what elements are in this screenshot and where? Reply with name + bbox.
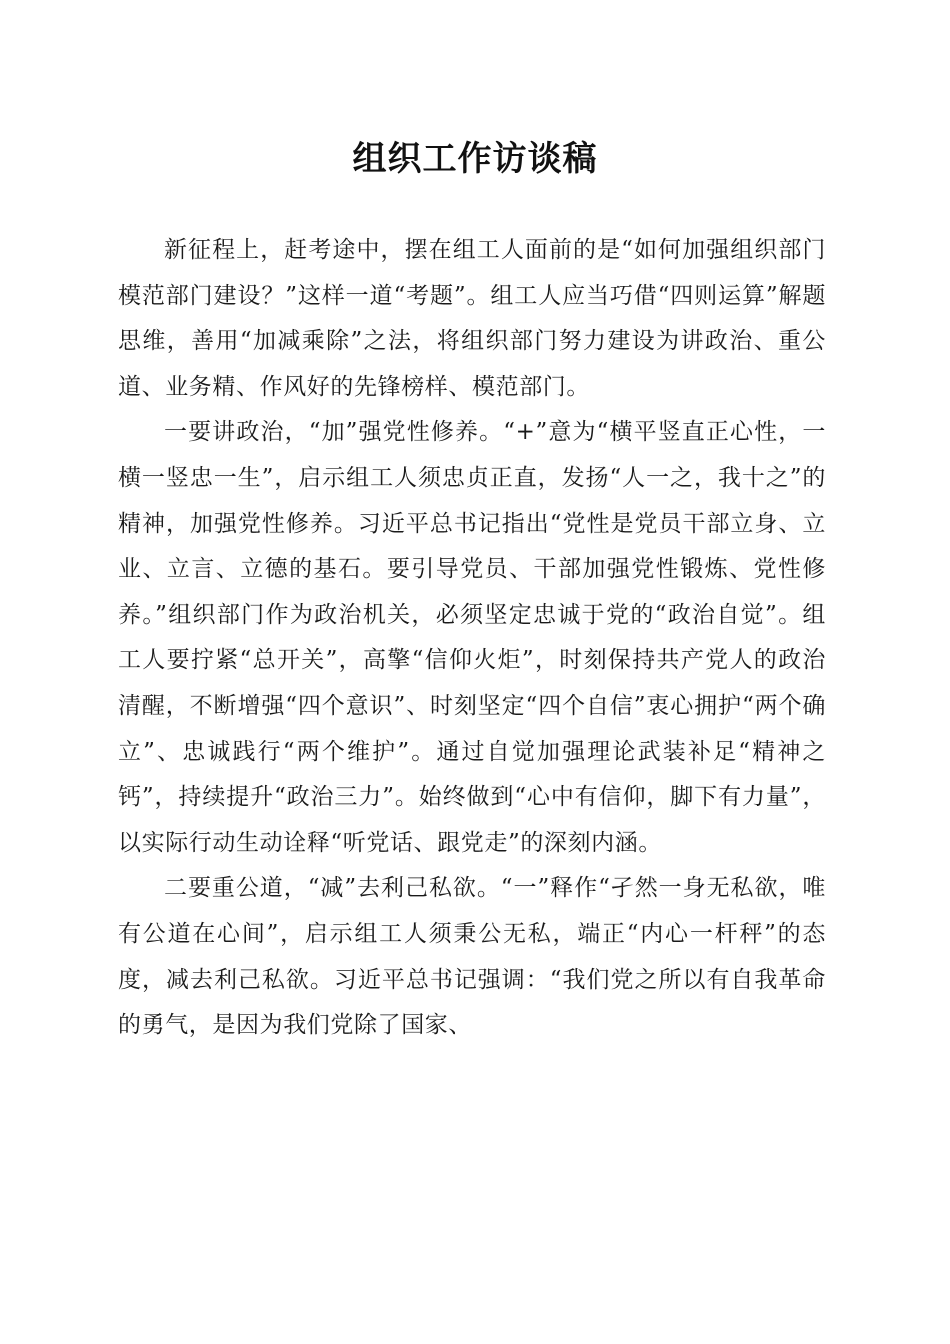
paragraph-intro: 新征程上，赶考途中，摆在组工人面前的是“如何加强组织部门模范部门建设？”这样一道“考题”。组工人应当巧借“四则运算”解题思维，善用“加减乘除”之法，将组织部门努力建设为讲政治、重公道、业务精、作风好的先锋榜样、模范部门。 bbox=[118, 237, 826, 400]
paragraph-fairness: 二要重公道，“减”去利己私欲。“一”释作“孑然一身无私欲，唯有公道在心间”，启示组工人须秉公无私，端正“内心一杆秤”的态度，减去利己私欲。习近平总书记强调：“我们党之所以有自我革命的勇气，是因为我们党除了国家、 bbox=[118, 875, 826, 1039]
document-body bbox=[118, 228, 826, 1049]
document-title: 组织工作访谈稿 bbox=[352, 139, 598, 179]
paragraph-politics: 一要讲政治，“加”强党性修养。“+”意为“横平竖直正心性，一横一竖忠一生”，启示组工人须忠贞正直，发扬“人一之，我十之”的精神，加强党性修养。习近平总书记指出“党性是党员干部立身、立业、立言、立德的基石。要引导党员、干部加强党性锻炼、党性修养。”组织部门作为政治机关，必须坚定忠诚于党的“政治自觉”。组工人要拧紧“总开关”，高擎“信仰火炬”，时刻保持共产党人的政治清醒，不断增强“四个意识”、时刻坚定“四个自信”衷心拥护“两个确立”、忠诚践行“两个维护”。通过自觉加强理论武装补足“精神之钙”，持续提升“政治三力”。始终做到“心中有信仰，脚下有力量”，以实际行动生动诠释“听党话、跟党走”的深刻内涵。 bbox=[118, 419, 826, 856]
